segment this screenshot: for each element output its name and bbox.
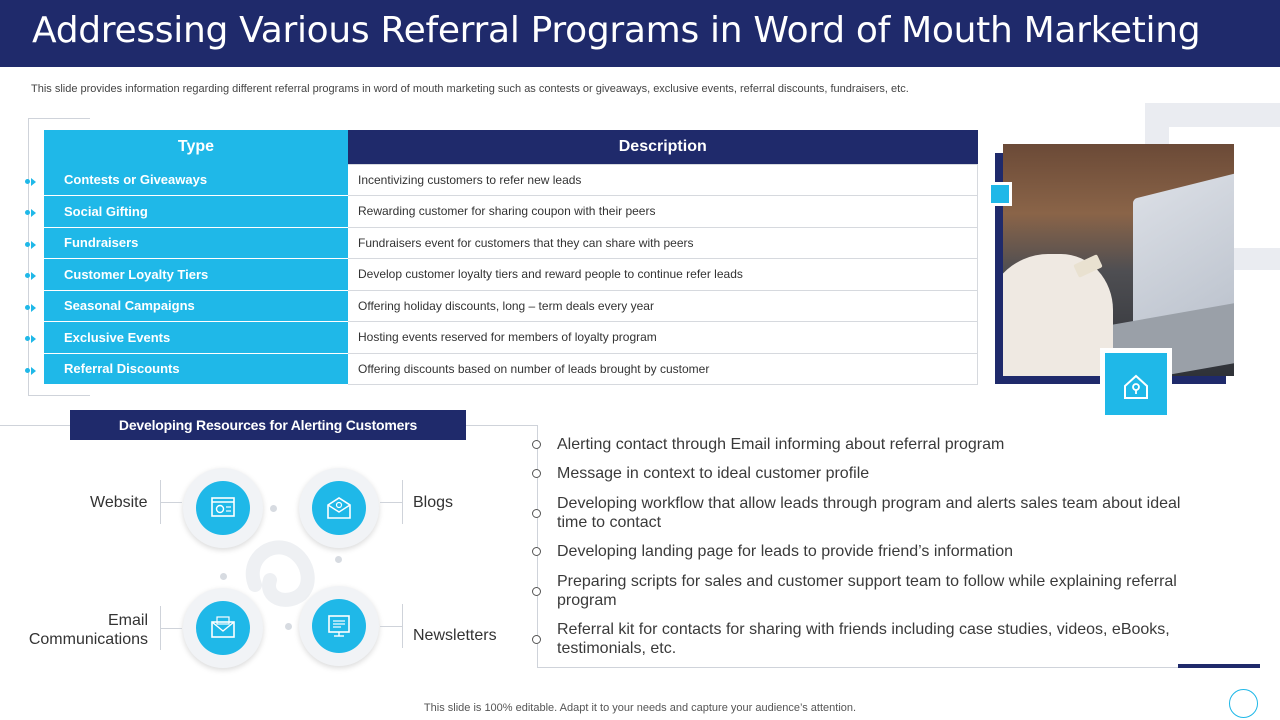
row-bullet-icon: [22, 271, 40, 281]
divider-line: [537, 667, 1260, 668]
resource-label-website: Website: [90, 494, 148, 511]
connector-line: [380, 502, 402, 503]
email-communications-circle: [183, 588, 263, 668]
type-cell: Customer Loyalty Tiers: [44, 259, 348, 291]
row-bullet-icon: [22, 366, 40, 376]
type-cell: Social Gifting: [44, 196, 348, 228]
connector-line: [402, 604, 403, 648]
connector-dot: [335, 556, 342, 563]
photo-badge: [1100, 348, 1172, 418]
resources-section-title: Developing Resources for Alerting Customers: [70, 410, 466, 440]
website-circle: [183, 468, 263, 548]
description-cell: Fundraisers event for customers that they can share with peers: [348, 227, 978, 259]
divider-line: [0, 425, 70, 426]
website-icon: [209, 494, 237, 522]
slide-title: Addressing Various Referral Programs in Word of Mouth Marketing: [32, 10, 1201, 51]
table-header-row: [44, 130, 978, 164]
connector-dot: [285, 623, 292, 630]
row-bullet-icon: [22, 177, 40, 187]
resource-label-newsletters: Newsletters: [413, 627, 497, 644]
description-cell: Incentivizing customers to refer new leads: [348, 164, 978, 196]
row-bullet-icon: [22, 303, 40, 313]
connector-line: [402, 480, 403, 524]
referral-programs-table: [44, 130, 978, 385]
laptop-shopping-photo: [1003, 144, 1234, 376]
decorative-frame: [1232, 248, 1280, 270]
type-cell: Exclusive Events: [44, 322, 348, 354]
connector-line: [160, 606, 161, 650]
connector-line: [160, 628, 182, 629]
table-row: [44, 227, 978, 259]
description-cell: Rewarding customer for sharing coupon with their peers: [348, 196, 978, 228]
divider-line: [466, 425, 538, 426]
type-column-header: Type: [44, 130, 348, 164]
table-row: [44, 259, 978, 291]
bullet-ring-icon: [532, 469, 541, 478]
email-at-icon: [325, 494, 353, 522]
newsletter-icon: [325, 612, 353, 640]
connector-line: [160, 480, 161, 524]
envelope-icon: [209, 614, 237, 642]
slide-subtitle: This slide provides information regarding different referral programs in word of mouth marketing such as contests or giveaways, exclusive events, referral discounts, fundraisers, etc.: [31, 83, 909, 95]
accent-bar: [1178, 664, 1260, 668]
row-bullet-icon: [22, 208, 40, 218]
type-cell: Fundraisers: [44, 227, 348, 259]
description-cell: Offering holiday discounts, long – term deals every year: [348, 290, 978, 322]
type-cell: Seasonal Campaigns: [44, 290, 348, 322]
description-column-header: Description: [348, 130, 978, 164]
title-bar: [0, 0, 1280, 67]
connector-dot: [270, 505, 277, 512]
resource-label-blogs: Blogs: [413, 494, 454, 511]
table-row: [44, 353, 978, 385]
table-row: [44, 322, 978, 354]
bullet-ring-icon: [532, 635, 541, 644]
row-bullet-icon: [22, 240, 40, 250]
table-row: [44, 290, 978, 322]
decorative-square: [988, 182, 1012, 206]
bullet-ring-icon: [532, 587, 541, 596]
connector-line: [380, 626, 402, 627]
connector-dot: [220, 573, 227, 580]
description-cell: Offering discounts based on number of leads brought by customer: [348, 353, 978, 385]
resource-label-email-communications: Email Communications: [28, 612, 148, 648]
description-cell: Develop customer loyalty tiers and reward people to continue refer leads: [348, 259, 978, 291]
bullet-ring-icon: [532, 547, 541, 556]
type-cell: Contests or Giveaways: [44, 164, 348, 196]
home-location-icon: [1105, 353, 1167, 415]
newsletters-circle: [299, 586, 379, 666]
description-cell: Hosting events reserved for members of loyalty program: [348, 322, 978, 354]
connector-line: [160, 502, 182, 503]
bullet-ring-icon: [532, 509, 541, 518]
footer-note: This slide is 100% editable. Adapt it to your needs and capture your audience’s attention.: [423, 702, 857, 714]
bullet-ring-icon: [532, 440, 541, 449]
table-row: [44, 196, 978, 228]
type-cell: Referral Discounts: [44, 353, 348, 385]
blogs-circle: [299, 468, 379, 548]
corner-decoration: [1229, 689, 1258, 718]
row-bullet-icon: [22, 334, 40, 344]
table-row: [44, 164, 978, 196]
